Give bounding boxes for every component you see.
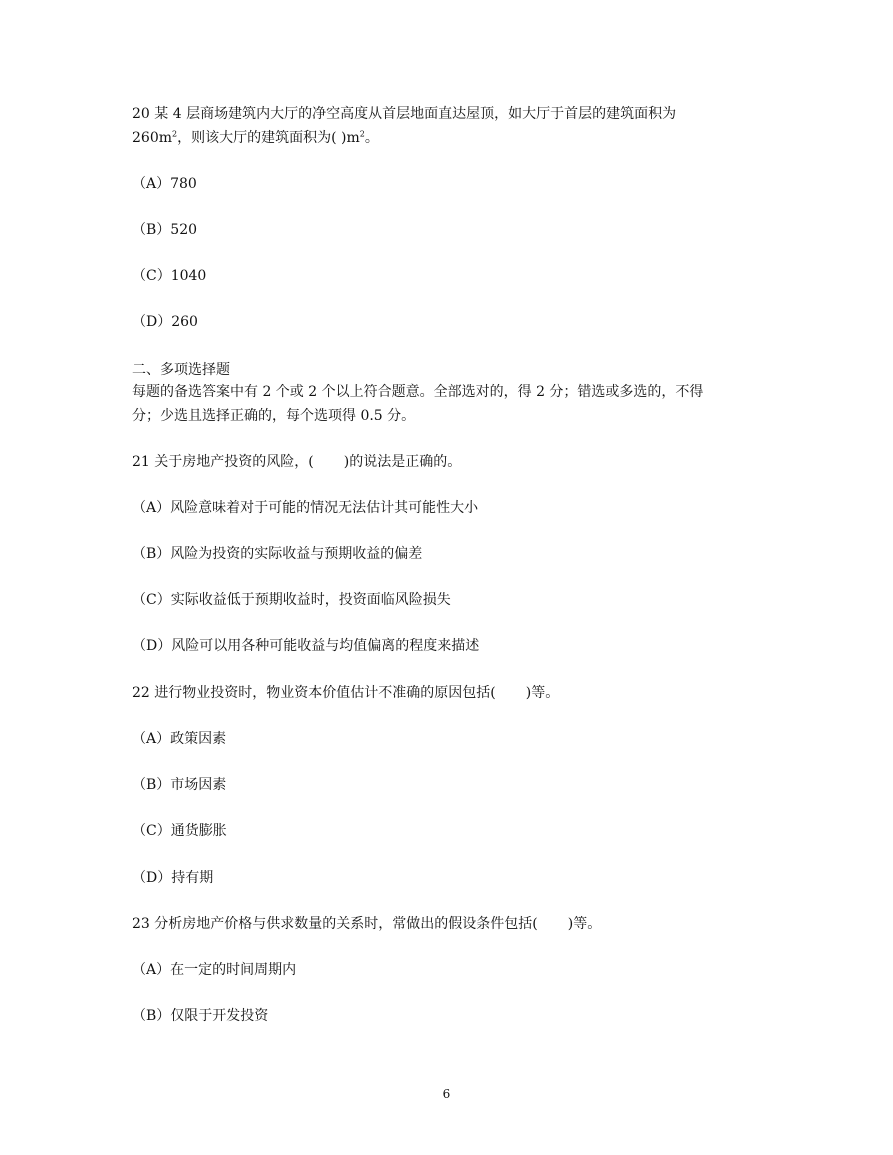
q21-stem-post: )的说法是正确的。 xyxy=(343,454,462,470)
q22-option-d: （D）持有期 xyxy=(132,870,214,886)
q20-option-c: （C）1040 xyxy=(132,268,207,284)
q20-stem-line1: 20 某 4 层商场建筑内大厅的净空高度从首层地面直达屋顶，如大厅于首层的建筑面积为 xyxy=(132,106,677,122)
superscript: 2 xyxy=(359,129,365,139)
superscript: 2 xyxy=(172,129,178,139)
q21-option-a: （A）风险意味着对于可能的情况无法估计其可能性大小 xyxy=(132,500,479,516)
page-number: 6 xyxy=(442,1087,451,1101)
q21-stem xyxy=(132,452,461,472)
q21-stem-pre: 21 关于房地产投资的风险，( xyxy=(132,454,314,470)
q22-option-c: （C）通货膨胀 xyxy=(132,823,227,839)
q20-option-a: （A）780 xyxy=(132,176,197,192)
section-title: 二、多项选择题 xyxy=(132,362,230,378)
q23-option-b: （B）仅限于开发投资 xyxy=(132,1008,269,1024)
q22-option-b: （B）市场因素 xyxy=(132,777,227,793)
q21-option-c: （C）实际收益低于预期收益时，投资面临风险损失 xyxy=(132,592,451,608)
section-description-line1: 每题的备选答案中有 2 个或 2 个以上符合题意。全部选对的，得 2 分；错选或多选的，不得 xyxy=(132,384,704,400)
section-description-line2: 分；少选且选择正确的，每个选项得 0.5 分。 xyxy=(132,408,416,424)
q23-option-a: （A）在一定的时间周期内 xyxy=(132,962,297,978)
q23-stem-post: )等。 xyxy=(567,916,602,932)
q20-area-value: 260m xyxy=(132,130,172,146)
q20-option-d: （D）260 xyxy=(132,314,198,330)
q20-option-b: （B）520 xyxy=(132,222,198,238)
q22-stem-post: )等。 xyxy=(525,685,560,701)
q20-stem-text: ，则该大厅的建筑面积为( )m xyxy=(177,130,360,146)
q21-option-d: （D）风险可以用各种可能收益与均值偏离的程度来描述 xyxy=(132,638,480,654)
q20-stem-end: 。 xyxy=(364,130,379,146)
q20-stem-line2 xyxy=(132,128,379,148)
q22-stem-pre: 22 进行物业投资时，物业资本价值估计不准确的原因包括( xyxy=(132,685,496,701)
q22-option-a: （A）政策因素 xyxy=(132,731,227,747)
q22-stem xyxy=(132,683,559,703)
q21-option-b: （B）风险为投资的实际收益与预期收益的偏差 xyxy=(132,546,423,562)
q23-stem xyxy=(132,914,601,934)
q23-stem-pre: 23 分析房地产价格与供求数量的关系时，常做出的假设条件包括( xyxy=(132,916,538,932)
